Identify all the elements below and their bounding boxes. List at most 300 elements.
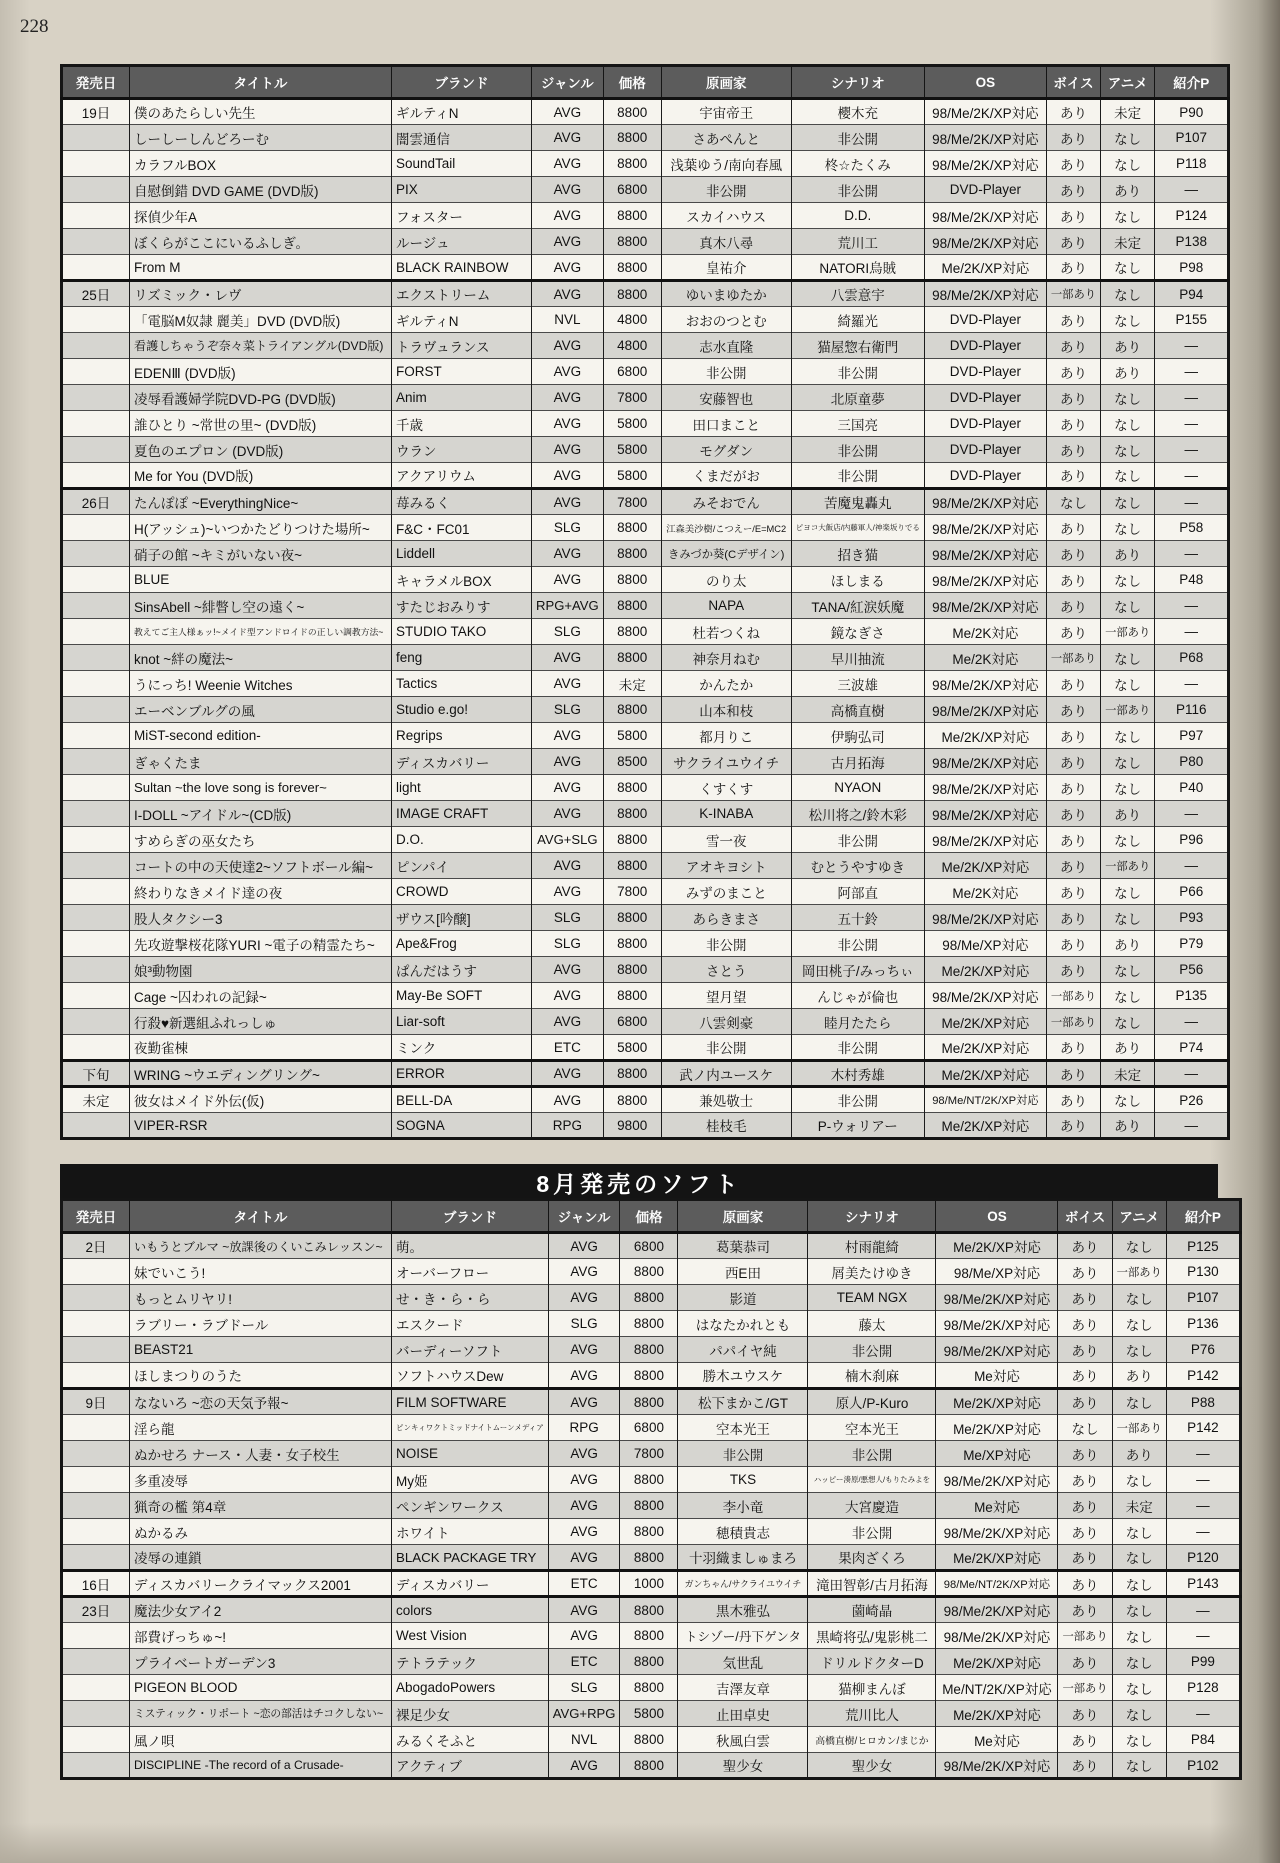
cell-title: 自慰倒錯 DVD GAME (DVD版): [130, 177, 392, 203]
cell-anime: なし: [1112, 1311, 1166, 1337]
cell-price: 8800: [603, 203, 661, 229]
cell-artist: K-INABA: [661, 801, 791, 827]
cell-anime: なし: [1112, 1623, 1166, 1649]
cell-anime: なし: [1112, 1675, 1166, 1701]
cell-brand: ディスカバリー: [392, 1571, 549, 1597]
cell-intro-page: —: [1155, 359, 1229, 385]
table-row: [62, 437, 1229, 463]
cell-artist: 聖少女: [678, 1753, 808, 1779]
cell-anime: なし: [1101, 775, 1155, 801]
cell-brand: ルージュ: [392, 229, 532, 255]
cell-brand: ホワイト: [392, 1519, 549, 1545]
table-row: [62, 1675, 1241, 1701]
table-row: [62, 775, 1229, 801]
cell-anime: 一部あり: [1112, 1259, 1166, 1285]
cell-anime: あり: [1112, 1441, 1166, 1467]
cell-brand: May-Be SOFT: [392, 983, 532, 1009]
cell-price: 1000: [620, 1571, 678, 1597]
cell-anime: なし: [1112, 1467, 1166, 1493]
release-table-july-wrap: [60, 64, 1230, 1140]
cell-os: Me/2K/XP対応: [924, 255, 1046, 281]
cell-artist: ガンちゃん/サクライユウイチ: [678, 1571, 808, 1597]
cell-title: Sultan ~the love song is forever~: [130, 775, 392, 801]
cell-artist: 山本和枝: [661, 697, 791, 723]
table-row: [62, 411, 1229, 437]
cell-genre: AVG: [532, 801, 604, 827]
cell-title: 淫ら龍: [130, 1415, 392, 1441]
cell-genre: AVG: [532, 229, 604, 255]
cell-release-date: [62, 1519, 130, 1545]
cell-price: 8800: [620, 1519, 678, 1545]
table-row: [62, 151, 1229, 177]
cell-brand: 千歳: [392, 411, 532, 437]
cell-price: 5800: [603, 463, 661, 489]
cell-price: 8500: [603, 749, 661, 775]
cell-os: DVD-Player: [924, 385, 1046, 411]
cell-voice: あり: [1046, 385, 1100, 411]
cell-release-date: [62, 879, 130, 905]
column-header-title: タイトル: [130, 1200, 392, 1233]
cell-voice: あり: [1058, 1571, 1112, 1597]
cell-brand: feng: [392, 645, 532, 671]
cell-genre: AVG: [532, 983, 604, 1009]
cell-release-date: [62, 1363, 130, 1389]
cell-artist: 影道: [678, 1285, 808, 1311]
cell-os: 98/Me/2K/XP対応: [924, 905, 1046, 931]
cell-artist: TKS: [678, 1467, 808, 1493]
cell-artist: 江森美沙樹/こつえー/E=MC2: [661, 515, 791, 541]
table-row: [62, 827, 1229, 853]
cell-os: Me/2K/XP対応: [924, 723, 1046, 749]
cell-intro-page: —: [1155, 1113, 1229, 1139]
cell-anime: あり: [1101, 333, 1155, 359]
cell-voice: あり: [1046, 151, 1100, 177]
cell-scenario: 柊☆たくみ: [791, 151, 924, 177]
header-row: [62, 66, 1229, 99]
cell-release-date: 未定: [62, 1087, 130, 1113]
cell-brand: BLACK RAINBOW: [392, 255, 532, 281]
cell-release-date: [62, 1113, 130, 1139]
cell-scenario: 非公開: [808, 1519, 936, 1545]
cell-genre: AVG: [548, 1467, 620, 1493]
cell-anime: なし: [1101, 515, 1155, 541]
cell-title: PIGEON BLOOD: [130, 1675, 392, 1701]
cell-intro-page: P116: [1155, 697, 1229, 723]
cell-anime: あり: [1101, 359, 1155, 385]
cell-genre: AVG: [548, 1285, 620, 1311]
cell-title: エーベンブルグの風: [130, 697, 392, 723]
cell-brand: アクアリウム: [392, 463, 532, 489]
cell-intro-page: P118: [1155, 151, 1229, 177]
cell-voice: あり: [1058, 1441, 1112, 1467]
table-row: [62, 1701, 1241, 1727]
cell-genre: AVG: [532, 359, 604, 385]
cell-os: Me/2K対応: [924, 879, 1046, 905]
cell-voice: あり: [1046, 697, 1100, 723]
cell-intro-page: P97: [1155, 723, 1229, 749]
cell-brand: オーバーフロー: [392, 1259, 549, 1285]
cell-intro-page: P138: [1155, 229, 1229, 255]
cell-title: 凌辱の連鎖: [130, 1545, 392, 1571]
cell-intro-page: P88: [1166, 1389, 1240, 1415]
cell-title: なないろ ~恋の天気予報~: [130, 1389, 392, 1415]
column-header-genre: ジャンル: [548, 1200, 620, 1233]
cell-genre: AVG: [532, 151, 604, 177]
cell-intro-page: P66: [1155, 879, 1229, 905]
cell-release-date: [62, 827, 130, 853]
cell-anime: あり: [1101, 177, 1155, 203]
cell-os: 98/Me/2K/XP対応: [924, 775, 1046, 801]
cell-title: ほしまつりのうた: [130, 1363, 392, 1389]
cell-intro-page: —: [1155, 489, 1229, 515]
cell-intro-page: P58: [1155, 515, 1229, 541]
cell-anime: なし: [1112, 1285, 1166, 1311]
cell-release-date: [62, 385, 130, 411]
cell-brand: ペンギンワークス: [392, 1493, 549, 1519]
cell-price: 4800: [603, 307, 661, 333]
cell-os: Me/2K/XP対応: [936, 1701, 1058, 1727]
cell-release-date: [62, 307, 130, 333]
cell-intro-page: —: [1155, 619, 1229, 645]
release-table-august-wrap: [60, 1164, 1242, 1780]
cell-anime: 一部あり: [1101, 619, 1155, 645]
cell-artist: 安藤智也: [661, 385, 791, 411]
cell-genre: AVG: [548, 1441, 620, 1467]
cell-brand: NOISE: [392, 1441, 549, 1467]
cell-brand: light: [392, 775, 532, 801]
cell-voice: あり: [1046, 593, 1100, 619]
cell-genre: AVG: [532, 645, 604, 671]
cell-anime: なし: [1101, 567, 1155, 593]
cell-title: すめらぎの巫女たち: [130, 827, 392, 853]
cell-voice: あり: [1046, 1035, 1100, 1061]
cell-title: 誰ひとり ~常世の里~ (DVD版): [130, 411, 392, 437]
cell-brand: CROWD: [392, 879, 532, 905]
cell-brand: エクストリーム: [392, 281, 532, 307]
table-row: [62, 697, 1229, 723]
cell-artist: みそおでん: [661, 489, 791, 515]
cell-brand: ピンキィワクトミッドナイトムーンメディア: [392, 1415, 549, 1441]
cell-price: 8800: [603, 99, 661, 125]
cell-title: WRING ~ウエディングリング~: [130, 1061, 392, 1087]
cell-anime: なし: [1101, 723, 1155, 749]
cell-voice: あり: [1058, 1519, 1112, 1545]
cell-intro-page: P84: [1166, 1727, 1240, 1753]
cell-brand: 闇雲通信: [392, 125, 532, 151]
cell-scenario: 伊駒弘司: [791, 723, 924, 749]
cell-title: EDENⅢ (DVD版): [130, 359, 392, 385]
column-header-voice: ボイス: [1046, 66, 1100, 99]
cell-genre: AVG: [548, 1233, 620, 1259]
cell-voice: あり: [1046, 619, 1100, 645]
cell-scenario: 五十鈴: [791, 905, 924, 931]
cell-anime: なし: [1101, 1009, 1155, 1035]
cell-intro-page: P40: [1155, 775, 1229, 801]
cell-intro-page: P79: [1155, 931, 1229, 957]
cell-os: 98/Me/2K/XP対応: [936, 1285, 1058, 1311]
cell-voice: あり: [1046, 515, 1100, 541]
cell-price: 8800: [620, 1259, 678, 1285]
column-header-voice: ボイス: [1058, 1200, 1112, 1233]
column-header-genre: ジャンル: [532, 66, 604, 99]
cell-title: Cage ~囚われの記録~: [130, 983, 392, 1009]
cell-genre: AVG: [548, 1493, 620, 1519]
cell-intro-page: —: [1155, 671, 1229, 697]
cell-scenario: 睦月たたら: [791, 1009, 924, 1035]
cell-anime: 一部あり: [1101, 853, 1155, 879]
cell-intro-page: —: [1155, 333, 1229, 359]
cell-price: 8800: [603, 775, 661, 801]
cell-os: 98/Me/2K/XP対応: [924, 671, 1046, 697]
cell-scenario: NATORI烏賊: [791, 255, 924, 281]
cell-artist: 八雲剣豪: [661, 1009, 791, 1035]
cell-os: 98/Me/2K/XP対応: [924, 541, 1046, 567]
cell-brand: ギルティN: [392, 307, 532, 333]
cell-title: 風ノ唄: [130, 1727, 392, 1753]
column-header-intro-page: 紹介P: [1166, 1200, 1240, 1233]
cell-voice: あり: [1058, 1727, 1112, 1753]
cell-intro-page: P76: [1166, 1337, 1240, 1363]
cell-price: 8800: [603, 229, 661, 255]
cell-title: たんぽぽ ~EverythingNice~: [130, 489, 392, 515]
table-row: [62, 281, 1229, 307]
cell-release-date: 下旬: [62, 1061, 130, 1087]
cell-intro-page: P80: [1155, 749, 1229, 775]
cell-brand: エスクード: [392, 1311, 549, 1337]
cell-os: 98/Me/2K/XP対応: [936, 1519, 1058, 1545]
cell-voice: あり: [1058, 1233, 1112, 1259]
cell-intro-page: P96: [1155, 827, 1229, 853]
cell-genre: AVG: [532, 957, 604, 983]
cell-voice: あり: [1058, 1311, 1112, 1337]
cell-scenario: 櫻木充: [791, 99, 924, 125]
cell-release-date: [62, 333, 130, 359]
cell-intro-page: —: [1166, 1623, 1240, 1649]
cell-price: 7800: [603, 879, 661, 905]
column-header-os: OS: [924, 66, 1046, 99]
cell-brand: ソフトハウスDew: [392, 1363, 549, 1389]
cell-anime: なし: [1112, 1727, 1166, 1753]
cell-os: Me/2K/XP対応: [936, 1389, 1058, 1415]
cell-scenario: 果肉ざくろ: [808, 1545, 936, 1571]
cell-brand: トラヴュランス: [392, 333, 532, 359]
cell-intro-page: P142: [1166, 1363, 1240, 1389]
cell-artist: サクライユウイチ: [661, 749, 791, 775]
cell-artist: 空本光王: [678, 1415, 808, 1441]
table-row: [62, 1493, 1241, 1519]
cell-artist: 気世乱: [678, 1649, 808, 1675]
cell-scenario: NYAON: [791, 775, 924, 801]
cell-brand: アクティブ: [392, 1753, 549, 1779]
cell-scenario: 楠木刹麻: [808, 1363, 936, 1389]
cell-os: Me対応: [936, 1493, 1058, 1519]
cell-brand: ミンク: [392, 1035, 532, 1061]
cell-artist: おおのつとむ: [661, 307, 791, 333]
cell-os: Me/2K対応: [924, 645, 1046, 671]
cell-voice: あり: [1046, 333, 1100, 359]
table-row: [62, 541, 1229, 567]
cell-intro-page: P120: [1166, 1545, 1240, 1571]
table-row: [62, 957, 1229, 983]
cell-anime: 未定: [1101, 99, 1155, 125]
cell-intro-page: P124: [1155, 203, 1229, 229]
cell-artist: あらきまさ: [661, 905, 791, 931]
cell-genre: SLG: [532, 697, 604, 723]
cell-artist: はなたかれとも: [678, 1311, 808, 1337]
cell-genre: AVG: [548, 1259, 620, 1285]
cell-release-date: [62, 515, 130, 541]
cell-title: MiST-second edition-: [130, 723, 392, 749]
cell-artist: パパイヤ純: [678, 1337, 808, 1363]
cell-scenario: 非公開: [808, 1441, 936, 1467]
table-row: [62, 723, 1229, 749]
cell-anime: なし: [1101, 593, 1155, 619]
cell-release-date: 9日: [62, 1389, 130, 1415]
cell-scenario: 木村秀雄: [791, 1061, 924, 1087]
cell-title: いもうとブルマ ~放課後のくいこみレッスン~: [130, 1233, 392, 1259]
cell-price: 8800: [603, 827, 661, 853]
cell-os: 98/Me/2K/XP対応: [936, 1753, 1058, 1779]
cell-scenario: 藤太: [808, 1311, 936, 1337]
cell-genre: AVG: [532, 125, 604, 151]
cell-genre: AVG+SLG: [532, 827, 604, 853]
cell-voice: あり: [1046, 723, 1100, 749]
cell-release-date: [62, 749, 130, 775]
cell-anime: なし: [1112, 1545, 1166, 1571]
cell-intro-page: P26: [1155, 1087, 1229, 1113]
cell-title: カラフルBOX: [130, 151, 392, 177]
cell-release-date: [62, 437, 130, 463]
table-row: [62, 203, 1229, 229]
cell-release-date: [62, 203, 130, 229]
cell-genre: AVG: [532, 333, 604, 359]
cell-scenario: 黒崎将弘/鬼影桃二: [808, 1623, 936, 1649]
cell-genre: AVG: [532, 463, 604, 489]
cell-genre: AVG: [532, 775, 604, 801]
table-row: [62, 125, 1229, 151]
cell-release-date: [62, 1311, 130, 1337]
cell-price: 8800: [620, 1363, 678, 1389]
table-row: [62, 1233, 1241, 1259]
cell-anime: なし: [1101, 1087, 1155, 1113]
cell-anime: なし: [1101, 411, 1155, 437]
table-row: [62, 385, 1229, 411]
cell-price: 8800: [620, 1285, 678, 1311]
column-header-price: 価格: [603, 66, 661, 99]
cell-intro-page: P135: [1155, 983, 1229, 1009]
cell-os: Me/2K/XP対応: [936, 1649, 1058, 1675]
table-row: [62, 567, 1229, 593]
cell-genre: AVG: [532, 879, 604, 905]
cell-intro-page: —: [1166, 1441, 1240, 1467]
cell-scenario: 猫柳まんぼ: [808, 1675, 936, 1701]
cell-scenario: 大宮慶造: [808, 1493, 936, 1519]
cell-genre: NVL: [548, 1727, 620, 1753]
cell-brand: AbogadoPowers: [392, 1675, 549, 1701]
cell-scenario: 招き猫: [791, 541, 924, 567]
cell-voice: あり: [1058, 1259, 1112, 1285]
cell-intro-page: P93: [1155, 905, 1229, 931]
cell-title: ディスカバリークライマックス2001: [130, 1571, 392, 1597]
cell-price: 6800: [620, 1415, 678, 1441]
column-header-anime: アニメ: [1112, 1200, 1166, 1233]
cell-genre: AVG: [548, 1389, 620, 1415]
cell-os: Me/2K/XP対応: [924, 853, 1046, 879]
cell-brand: F&C・FC01: [392, 515, 532, 541]
cell-os: 98/Me/2K/XP対応: [924, 593, 1046, 619]
cell-title: 魔法少女アイ2: [130, 1597, 392, 1623]
cell-voice: あり: [1046, 567, 1100, 593]
cell-scenario: 屑美たけゆき: [808, 1259, 936, 1285]
cell-price: 8800: [603, 645, 661, 671]
cell-voice: あり: [1046, 801, 1100, 827]
cell-anime: なし: [1101, 255, 1155, 281]
cell-voice: あり: [1058, 1467, 1112, 1493]
cell-os: 98/Me/XP対応: [924, 931, 1046, 957]
cell-scenario: 非公開: [791, 1035, 924, 1061]
table-row: [62, 463, 1229, 489]
cell-price: 8800: [620, 1389, 678, 1415]
cell-release-date: [62, 1545, 130, 1571]
cell-price: 4800: [603, 333, 661, 359]
cell-genre: SLG: [532, 515, 604, 541]
cell-os: 98/Me/2K/XP対応: [936, 1311, 1058, 1337]
cell-scenario: 非公開: [808, 1337, 936, 1363]
cell-brand: ザウス[吟醸]: [392, 905, 532, 931]
cell-release-date: [62, 1337, 130, 1363]
cell-voice: あり: [1058, 1597, 1112, 1623]
cell-intro-page: —: [1155, 177, 1229, 203]
cell-os: 98/Me/2K/XP対応: [924, 125, 1046, 151]
cell-intro-page: —: [1166, 1519, 1240, 1545]
cell-intro-page: P98: [1155, 255, 1229, 281]
cell-os: Me/2K/XP対応: [924, 957, 1046, 983]
cell-anime: なし: [1112, 1519, 1166, 1545]
cell-intro-page: —: [1155, 463, 1229, 489]
cell-os: DVD-Player: [924, 177, 1046, 203]
cell-release-date: [62, 1009, 130, 1035]
cell-title: 股人タクシー3: [130, 905, 392, 931]
cell-scenario: 古月拓海: [791, 749, 924, 775]
cell-intro-page: P142: [1166, 1415, 1240, 1441]
cell-genre: AVG: [532, 177, 604, 203]
cell-release-date: [62, 229, 130, 255]
cell-release-date: [62, 1467, 130, 1493]
cell-intro-page: —: [1166, 1467, 1240, 1493]
cell-release-date: [62, 645, 130, 671]
cell-genre: AVG: [532, 723, 604, 749]
cell-genre: RPG: [548, 1415, 620, 1441]
cell-genre: SLG: [532, 619, 604, 645]
cell-release-date: [62, 957, 130, 983]
cell-genre: SLG: [548, 1311, 620, 1337]
cell-intro-page: P143: [1166, 1571, 1240, 1597]
cell-scenario: 空本光王: [808, 1415, 936, 1441]
cell-scenario: 八雲意宇: [791, 281, 924, 307]
cell-os: Me/2K/XP対応: [936, 1233, 1058, 1259]
cell-artist: 松下まかこ/GT: [678, 1389, 808, 1415]
cell-price: 8800: [620, 1597, 678, 1623]
cell-anime: なし: [1101, 125, 1155, 151]
cell-voice: あり: [1046, 541, 1100, 567]
cell-anime: 未定: [1112, 1493, 1166, 1519]
cell-artist: 兼処敬士: [661, 1087, 791, 1113]
cell-release-date: [62, 411, 130, 437]
cell-intro-page: P68: [1155, 645, 1229, 671]
cell-voice: あり: [1058, 1701, 1112, 1727]
cell-title: 夜勤雀棟: [130, 1035, 392, 1061]
cell-genre: SLG: [532, 931, 604, 957]
